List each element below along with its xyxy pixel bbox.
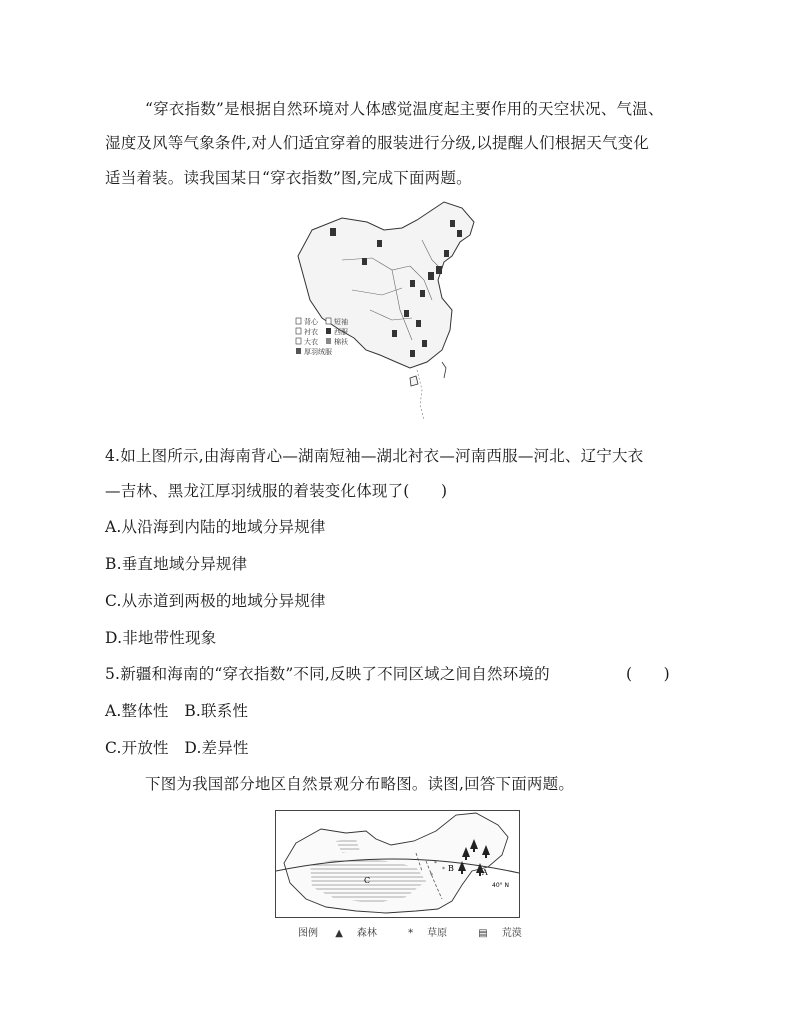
label-a: A	[482, 868, 488, 877]
q4-option-b[interactable]: B.垂直地域分异规律	[105, 555, 248, 573]
intro-line-2: 湿度及风等气象条件,对人们适宜穿着的服装进行分级,以提醒人们根据天气变化	[105, 134, 650, 152]
intro-line-1: “穿衣指数”是根据自然环境对人体感觉温度起主要作用的天空状况、气温、	[145, 100, 664, 118]
q4-option-c[interactable]: C.从赤道到两极的地域分异规律	[105, 592, 326, 610]
clothing-index-map	[292, 200, 502, 422]
q4-option-a[interactable]: A.从沿海到内陆的地域分异规律	[105, 518, 326, 536]
intro2: 下图为我国部分地区自然景观分布略图。读图,回答下面两题。	[145, 775, 575, 793]
q5-stem: 5.新疆和海南的“穿衣指数”不同,反映了不同区域之间自然环境的	[105, 665, 550, 683]
grass-icon: *	[408, 928, 414, 939]
forest-icon: ▲	[335, 928, 343, 939]
q4-stem-line-2: —吉林、黑龙江厚羽绒服的着装变化体现了( )	[105, 482, 448, 500]
legend-shirt: 衬衣	[304, 328, 318, 336]
legend-desert: 荒漠	[501, 928, 522, 939]
q4-stem-line-1: 4.如上图所示,由海南背心—湖南短袖—湖北衬衣—河南西服—河北、辽宁大衣	[105, 447, 644, 465]
legend-vest: 背心	[304, 318, 318, 326]
desert-icon: ▤	[478, 928, 488, 939]
label-b: B	[448, 864, 454, 873]
legend-down: 厚羽绒服	[304, 348, 332, 356]
legend-forest: 森林	[356, 928, 377, 939]
legend-short-sleeve: 短袖	[334, 318, 348, 326]
svg-text:*: *	[430, 872, 433, 879]
latitude-label: 40° N	[492, 882, 510, 889]
q4-option-d[interactable]: D.非地带性现象	[105, 629, 217, 647]
landscape-map-svg	[276, 811, 519, 917]
legend-coat: 大衣	[304, 338, 318, 346]
legend-suit: 西服	[334, 328, 348, 336]
landscape-map	[275, 810, 520, 918]
svg-text:*: *	[442, 866, 445, 873]
q5-bracket: ( )	[626, 665, 670, 683]
svg-text:*: *	[434, 860, 437, 867]
q5-options-row-1[interactable]: A.整体性 B.联系性	[105, 702, 249, 720]
china-map-outline	[292, 200, 502, 422]
legend-title: 图例	[298, 928, 318, 939]
intro-line-3: 适当着装。读我国某日“穿衣指数”图,完成下面两题。	[105, 169, 472, 187]
label-c: C	[364, 876, 371, 885]
q5-options-row-2[interactable]: C.开放性 D.差异性	[105, 739, 249, 757]
legend-sweater: 棉袄	[334, 338, 348, 346]
map1-legend	[296, 317, 348, 356]
landscape-legend	[298, 924, 550, 939]
legend-grass: 草原	[427, 928, 448, 939]
